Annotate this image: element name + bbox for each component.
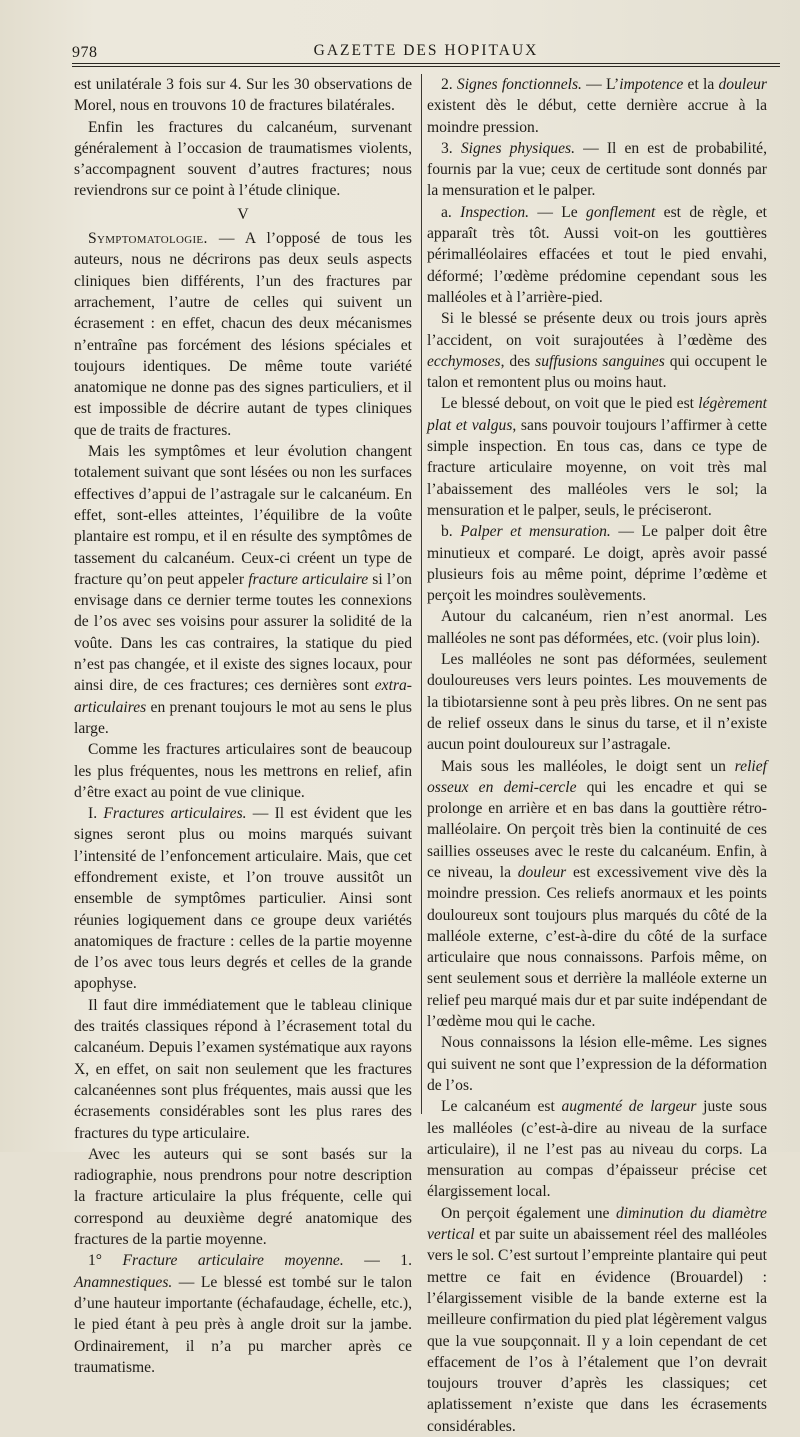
paragraph: Nous connaissons la lésion elle-même. Les signes qui suivent ne sont que l’expression de la déformation de l’os.	[427, 1034, 767, 1094]
subsection-heading: Anamnestiques.	[74, 1273, 173, 1291]
paragraph	[74, 441, 412, 739]
paragraph	[427, 1096, 767, 1202]
paragraph: Autour du calcanéum, rien n’est anormal. Les malléoles ne sont pas déformées, etc. (voir plus loin).	[427, 608, 767, 647]
paragraph-text: — A l’opposé de tous les auteurs, nous ne décrirons pas deux seuls aspects cliniques bien différents, l’un des fractures par arrachement, l’autre de celles qui suivent un écrasement : en effet, chacun des deux mécanismes n’entraîne pas forcément des lésions spéciales et toujours identiques. De même toute variété anatomique ne donne pas des signes particuliers, et il est impossible de décrire autant de types cliniques que de traits de fractures.	[74, 230, 412, 439]
paragraph-text: — L’	[581, 76, 620, 93]
paragraph-text: 3.	[441, 139, 461, 157]
paragraph-text: juste sous les malléoles (c’est-à-dire au niveau de la surface articulaire), il ne l’est pas au niveau du corps. La mensuration au compas d’épaisseur précise cet élargissement local.	[427, 1098, 767, 1201]
paragraph	[427, 202, 767, 308]
paragraph	[74, 803, 412, 995]
page-header	[72, 40, 780, 64]
paragraph: Les malléoles ne sont pas déformées, seulement douloureuses vers leurs pointes. Les mouvements de la tibiotarsienne sont à peu près libres. On ne sent pas de relief osseux dans le sinus du tarse, et il n’existe aucun point douloureux sur l’astragale.	[427, 651, 767, 754]
section-number: V	[237, 205, 249, 223]
page-number: 978	[72, 44, 98, 61]
section-heading: Symptomatologie.	[88, 230, 208, 248]
paragraph-text: qui les encadre et qui se prolonge en arrière et en bas dans la gouttière rétro-malléolaire. On perçoit très bien la continuité de ces saillies osseuses avec le reste du calcanéum. Enfin, à ce niveau, la	[427, 778, 768, 881]
paragraph-text: — Il en est de probabilité, fournis par la vue; ceux de certitude sont donnés par la mensuration et le palper.	[427, 139, 767, 200]
paragraph-text: , sans pouvoir toujours l’affirmer à cette simple inspection. En tous cas, dans ce type de fracture articulaire moyenne, on voit très mal l’abaissement des malléoles vers le sol; la mensuration et le palper, seuls, le préciseront.	[427, 416, 767, 519]
paragraph	[427, 393, 767, 521]
paragraph-text: — Le blessé est tombé sur le talon d’une hauteur importante (échafaudage, échelle, etc.), le pied étant à peu près à angle droit sur la jambe. Ordinairement, il n’a pu marcher après ce traumatisme.	[74, 1273, 412, 1376]
emphasis: ecchymoses	[427, 352, 501, 370]
running-title: GAZETTE DES HOPITAUX	[313, 42, 539, 59]
subsection-heading: Signes physiques.	[460, 139, 576, 157]
paragraph-text: et la	[683, 76, 719, 93]
paragraph-text: 2.	[441, 76, 457, 93]
paragraph-text: qui occupent le talon et remontent plus ou moins haut.	[427, 352, 768, 392]
right-column	[427, 74, 767, 1437]
paragraph	[427, 138, 767, 202]
paragraph-text: b.	[441, 523, 461, 541]
paragraph	[427, 74, 767, 138]
subsection-heading: Fractures articulaires.	[103, 805, 247, 823]
paragraph-text: est de règle, et apparaît très tôt. Aussi voit-on les gouttières périmalléolaires effacées et tout le pied envahi, déformé; l’œdème prédomine cependant sous les malléoles et à l’arrière-pied.	[427, 203, 768, 306]
paragraph-text: existent dès le début, cette dernière accrue à la moindre pression.	[427, 97, 767, 136]
paragraph: est unilatérale 3 fois sur 4. Sur les 30 observations de Morel, nous en trouvons 10 de fractures bilatérales.	[74, 76, 412, 115]
subsection-heading: Fracture articulaire moyenne.	[122, 1252, 344, 1270]
paragraph-text: , des	[500, 352, 536, 370]
paragraph-text: en prenant toujours le mot au sens le plus large.	[74, 698, 412, 737]
paragraph-text: 1°	[88, 1252, 123, 1270]
paragraph-text: — Le	[529, 203, 587, 221]
paragraph-text: si l’on envisage dans ce dernier terme toutes les connexions de l’os avec ses voisins pour assurer la solidité de la voûte. Dans les cas contraires, la statique du pied n’est pas changée, et il existe des signes locaux, pour ainsi dire, de ces fractures; ces dernières sont	[74, 570, 412, 695]
paragraph: Il faut dire immédiatement que le tableau clinique des traités classiques répond à l’écrasement total du calcanéum. Depuis l’examen systématique aux rayons X, en effet, on sait non seulement que les fractures calcanéennes sont plus fréquentes, mais aussi que les écrasements considérables sont les plus rares des fractures du type articulaire.	[74, 996, 412, 1142]
emphasis: légèrement plat et valgus	[427, 395, 767, 434]
paragraph	[427, 1203, 767, 1437]
paragraph-text: est excessivement vive dès la moindre pression. Ces reliefs anormaux et les points douloureux sont toujours plus marqués du côté de la malléole externe, c’est-à-dire du côté de la surface articulaire que nous connaissons. Parfois même, on sent seulement sous et derrière la malléole externe un relief peu marqué mais dur et par suite indépendant de l’œdème mou qui le cache.	[427, 863, 767, 1031]
paragraph-text: — Le palper doit être minutieux et comparé. Le doigt, après avoir passé plusieurs fois au même point, déprime l’œdème et perçoit les moindres soulèvements.	[427, 523, 768, 605]
header-rule-top	[72, 63, 780, 64]
paragraph-text: I.	[88, 805, 104, 823]
emphasis: relief osseux en demi-cercle	[427, 757, 767, 796]
emphasis: suffusions sanguines	[535, 352, 665, 370]
emphasis: extra-articulaires	[74, 677, 412, 716]
paragraph-text: a.	[441, 203, 461, 221]
left-column	[74, 74, 412, 1378]
paragraph-text: Le blessé debout, on voit que le pied est	[441, 395, 699, 413]
paragraph-text: Mais sous les malléoles, le doigt sent un	[441, 757, 735, 775]
emphasis: augmenté de largeur	[561, 1098, 697, 1116]
subsection-heading: Inspection.	[460, 203, 530, 221]
emphasis: diminution du diamètre vertical	[427, 1204, 767, 1244]
emphasis: douleur	[718, 76, 767, 93]
subsection-heading: Signes fonctionnels.	[456, 76, 582, 93]
paragraph-text: — 1.	[343, 1252, 412, 1270]
paragraph-text: Le calcanéum est	[441, 1098, 562, 1116]
paragraph-text: — Il est évident que les signes seront plus ou moins marqués suivant l’intensité de l’enfoncement articulaire. Mais, que cet effondrement existe, et l’on trouve aussitôt un ensemble de symptômes particulier. Ainsi sont réunies logiquement dans ce groupe deux variétés anatomiques de fracture : celles de la partie moyenne de l’os avec tous leurs degrés et celles de la grande apophyse.	[74, 805, 412, 993]
paragraph-text: et par suite un abaissement réel des malléoles vers le sol. C’est surtout l’empreinte plantaire qui peut mettre ce fait en évidence (Brouardel) : l’élargissement visible de la bande externe est la meilleure confirmation du pied plat légèrement valgus que la vue soupçonnait. Il y a loin cependant de cet effacement de l’os à l’étalement que l’on devrait toujours trouver d’après les classiques; cet aplatissement n’existe que dans les écrasements considérables.	[427, 1226, 767, 1435]
emphasis: impotence	[619, 76, 684, 93]
paragraph: Enfin les fractures du calcanéum, survenant généralement à l’occasion de traumatismes violents, s’accompagnent souvent d’autres fractures; nous reviendrons sur ce point à l’étude clinique.	[74, 118, 412, 200]
paragraph-text: Mais les symptômes et leur évolution changent totalement suivant que sont lésées ou non les surfaces effectives d’appui de l’astragale sur le calcanéum. En effet, sont-elles atteintes, l’équilibre de la voûte plantaire est rompu, et il en résulte des symptômes de tassement du calcanéum. Ceux-ci créent un type de fracture qu’on peut appeler	[74, 443, 412, 588]
header-rule-bottom	[72, 66, 780, 67]
subsection-heading: Palper et mensuration.	[460, 523, 611, 541]
paragraph	[427, 521, 767, 606]
paragraph	[427, 756, 767, 1033]
paragraph	[427, 308, 767, 393]
emphasis: douleur	[517, 863, 567, 881]
paragraph: Comme les fractures articulaires sont de beaucoup les plus fréquentes, nous les mettrons en relief, afin d’être exact au point de vue clinique.	[74, 741, 412, 801]
paragraph-text: On perçoit également une	[441, 1204, 616, 1222]
column-divider	[421, 74, 422, 1114]
paragraph: Avec les auteurs qui se sont basés sur la radiographie, nous prendrons pour notre description la fracture articulaire la plus fréquente, celle qui correspond au deuxième degré anatomique des fractures de la partie moyenne.	[74, 1145, 412, 1249]
paragraph-text: Si le blessé se présente deux ou trois jours après l’accident, on voit surajoutées à l’œdème des	[427, 310, 767, 349]
paragraph	[74, 228, 412, 441]
paragraph	[74, 1250, 412, 1378]
emphasis: gonflement	[586, 203, 656, 221]
emphasis: fracture articulaire	[248, 570, 369, 588]
